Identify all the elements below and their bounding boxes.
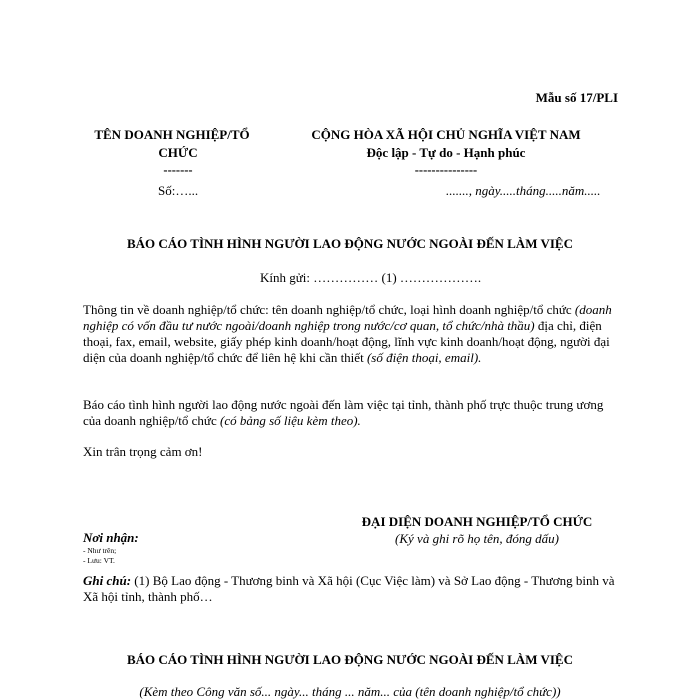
paragraph2-italic: (có bảng số liệu kèm theo). [220,413,361,428]
report-title: BÁO CÁO TÌNH HÌNH NGƯỜI LAO ĐỘNG NƯỚC NGOÀI ĐẾN LÀM VIỆC [126,236,573,251]
recipient-item: - Như trên; [83,546,117,555]
recipient-item: - Lưu: VT. [83,556,115,565]
organization-name-line2: CHỨC [158,145,198,160]
organization-info-paragraph [83,302,623,366]
footnote [83,573,623,605]
footnote-label: Ghi chú: [83,573,132,588]
appendix-subtitle: (Kèm theo Công văn số... ngày... tháng ... năm... của (tên doanh nghiệp/tổ chức)) [139,684,561,699]
left-header-rule: ------- [163,163,193,177]
paragraph2-text: Báo cáo tình hình người lao động nước ngoài đến làm việc tại tỉnh, thành phố trực thuộc trung ương của doanh nghiệp/tổ chức [83,397,604,428]
country-name: CỘNG HÒA XÃ HỘI CHỦ NGHĨA VIỆT NAM [311,127,581,142]
signature-title: ĐẠI DIỆN DOANH NGHIỆP/TỔ CHỨC [361,514,593,529]
paragraph1-italic1: (doanh nghiệp có vốn đầu tư nước ngoài/doanh nghiệp trong nước/cơ quan, tổ chức/nhà thầu) [83,302,612,333]
paragraph1-text1: Thông tin về doanh nghiệp/tổ chức: tên doanh nghiệp/tổ chức, loại hình doanh nghiệp/tổ chức [83,302,575,317]
signature-note: (Ký và ghi rõ họ tên, đóng dấu) [395,531,559,546]
thanks-line: Xin trân trọng cảm ơn! [83,444,203,459]
national-motto: Độc lập - Tự do - Hạnh phúc [366,145,526,160]
report-paragraph [83,397,623,429]
date-line: ......., ngày.....tháng.....năm..... [446,183,601,198]
appendix-title: BÁO CÁO TÌNH HÌNH NGƯỜI LAO ĐỘNG NƯỚC NGOÀI ĐẾN LÀM VIỆC [126,652,573,667]
footnote-text: (1) Bộ Lao động - Thương binh và Xã hội (Cục Việc làm) và Sở Lao động - Thương binh và Xã hội tỉnh, thành phố… [83,573,615,604]
recipients-label: Nơi nhận: [83,530,139,545]
paragraph1-italic2: (số điện thoại, email). [366,350,482,365]
paragraph1-text2: địa chỉ, điện thoại, fax, email, website, giấy phép kinh doanh/hoạt động, lĩnh vực kinh doanh/hoạt động, người đại diện của doanh nghiệp/tổ chức để liên hệ khi cần thiết [83,318,610,365]
organization-name-line1: TÊN DOANH NGHIỆP/TỔ [94,127,250,142]
document-number: Số:…... [158,183,199,198]
recipient-line: Kính gửi: …………… (1) ………………. [260,270,482,285]
form-number: Mẫu số 17/PLI [535,90,618,105]
right-header-rule: --------------- [414,163,478,177]
